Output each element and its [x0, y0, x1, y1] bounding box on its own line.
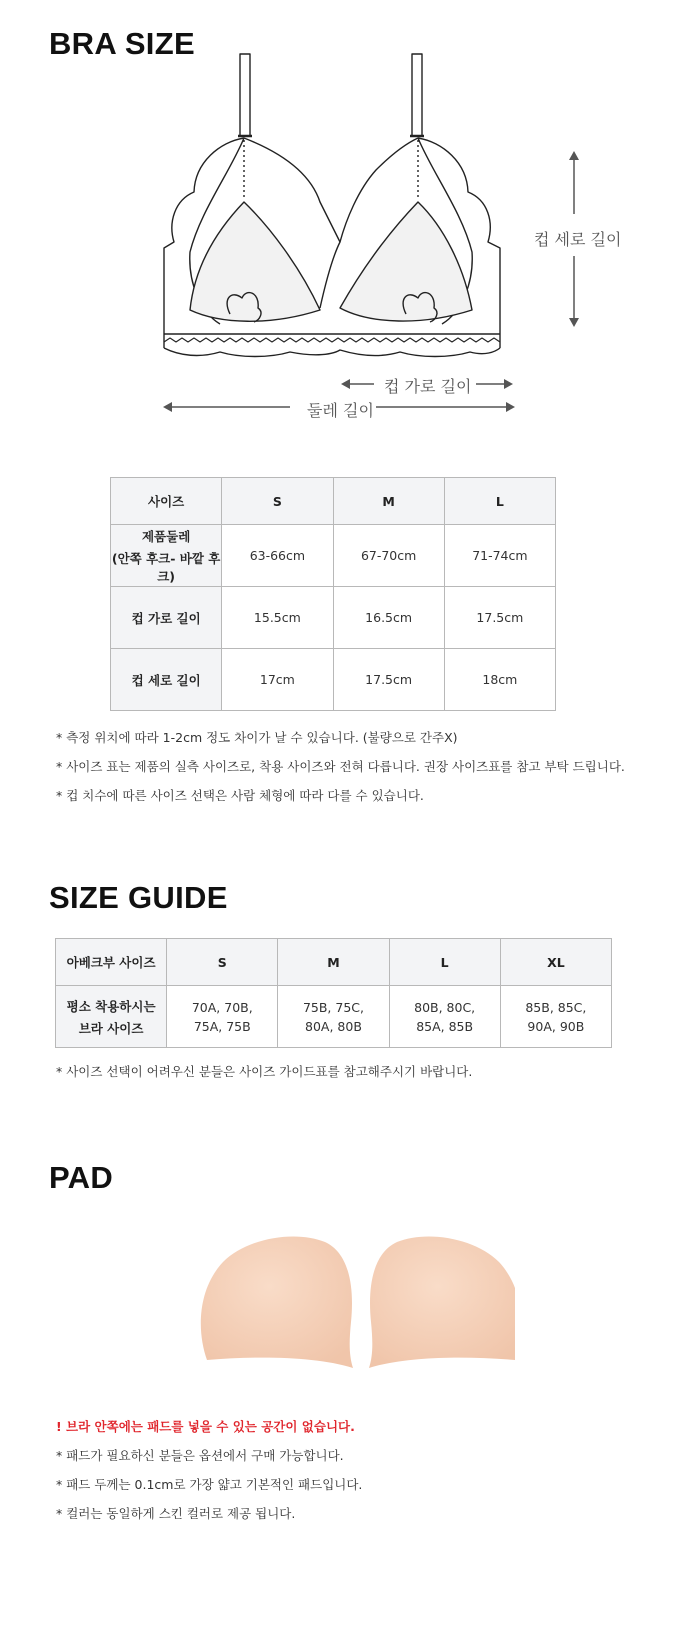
bra-size-notes [56, 728, 625, 815]
note-item: * 패드가 필요하신 분들은 옵션에서 구매 가능합니다. [56, 1448, 344, 1463]
table-row [56, 986, 612, 1048]
cell-line: 70A, 70B, [191, 999, 253, 1015]
table-header-cell: XL [500, 939, 611, 986]
table-cell: 15.5cm [222, 587, 333, 649]
table-cell: 16.5cm [333, 587, 444, 649]
table-row [111, 525, 556, 587]
cup-width-label: 컵 가로 길이 [384, 377, 472, 396]
size-guide-table [55, 938, 612, 1048]
note-item: * 컵 치수에 따른 사이즈 선택은 사람 체형에 따라 다를 수 있습니다. [56, 788, 424, 803]
table-cell: 17.5cm [333, 649, 444, 711]
cell-line: 80B, 80C, [414, 999, 476, 1015]
row-label [56, 986, 167, 1048]
pad-right [369, 1236, 515, 1368]
pad-image [195, 1232, 515, 1380]
row-label: 컵 가로 길이 [111, 587, 222, 649]
row-label-line: 평소 착용하시는 [66, 998, 156, 1014]
table-header-cell: L [444, 478, 555, 525]
table-header-row [56, 939, 612, 986]
table-cell: 71-74cm [444, 525, 555, 587]
table-header-cell: M [278, 939, 389, 986]
note-item: * 사이즈 표는 제품의 실측 사이즈로, 착용 사이즈와 전혀 다릅니다. 권장 사이즈표를 참고 부탁 드립니다. [56, 759, 625, 774]
pad-warning: ! 브라 안쪽에는 패드를 넣을 수 있는 공간이 없습니다. [56, 1419, 355, 1434]
bra-illustration [160, 52, 520, 372]
row-label-line: (안쪽 후크- 바깥 후크) [111, 550, 221, 584]
table-row [111, 587, 556, 649]
row-label-line: 제품둘레 [141, 528, 191, 544]
table-row [111, 649, 556, 711]
band-label: 둘레 길이 [307, 401, 374, 420]
table-cell: 17cm [222, 649, 333, 711]
table-header-row [111, 478, 556, 525]
cell-line: 85A, 85B [416, 1018, 474, 1034]
row-label-line: 브라 사이즈 [78, 1020, 144, 1036]
bra-size-title: BRA SIZE [49, 26, 195, 61]
table-header-cell: M [333, 478, 444, 525]
row-label [111, 525, 222, 587]
cell-line: 90A, 90B [527, 1018, 585, 1034]
cup-height-label: 컵 세로 길이 [534, 230, 622, 249]
table-cell: 17.5cm [444, 587, 555, 649]
pad-left [201, 1236, 353, 1368]
table-header-cell: S [222, 478, 333, 525]
bra-size-table [110, 477, 556, 711]
table-cell [389, 986, 500, 1048]
table-header-cell: S [167, 939, 278, 986]
table-header-cell: 사이즈 [111, 478, 222, 525]
note-item: * 측정 위치에 따라 1-2cm 정도 차이가 날 수 있습니다. (불량으로 간주X) [56, 730, 458, 745]
table-cell [278, 986, 389, 1048]
table-cell: 63-66cm [222, 525, 333, 587]
size-guide-title: SIZE GUIDE [49, 880, 228, 915]
table-cell [500, 986, 611, 1048]
table-cell [167, 986, 278, 1048]
table-cell: 18cm [444, 649, 555, 711]
table-header-cell: 아베크부 사이즈 [56, 939, 167, 986]
size-guide-notes [56, 1062, 472, 1091]
cell-line: 75A, 75B [193, 1018, 251, 1034]
cell-line: 75B, 75C, [302, 999, 364, 1015]
note-item: * 사이즈 선택이 어려우신 분들은 사이즈 가이드표를 참고해주시기 바랍니다. [56, 1064, 473, 1079]
note-item: * 컬러는 동일하게 스킨 컬러로 제공 됩니다. [56, 1506, 296, 1521]
cell-line: 85B, 85C, [525, 999, 587, 1015]
table-header-cell: L [389, 939, 500, 986]
row-label: 컵 세로 길이 [111, 649, 222, 711]
note-item: * 패드 두께는 0.1cm로 가장 얇고 기본적인 패드입니다. [56, 1477, 363, 1492]
table-cell: 67-70cm [333, 525, 444, 587]
cell-line: 80A, 80B [305, 1018, 362, 1034]
pad-title: PAD [49, 1160, 114, 1195]
pad-notes [56, 1417, 362, 1533]
